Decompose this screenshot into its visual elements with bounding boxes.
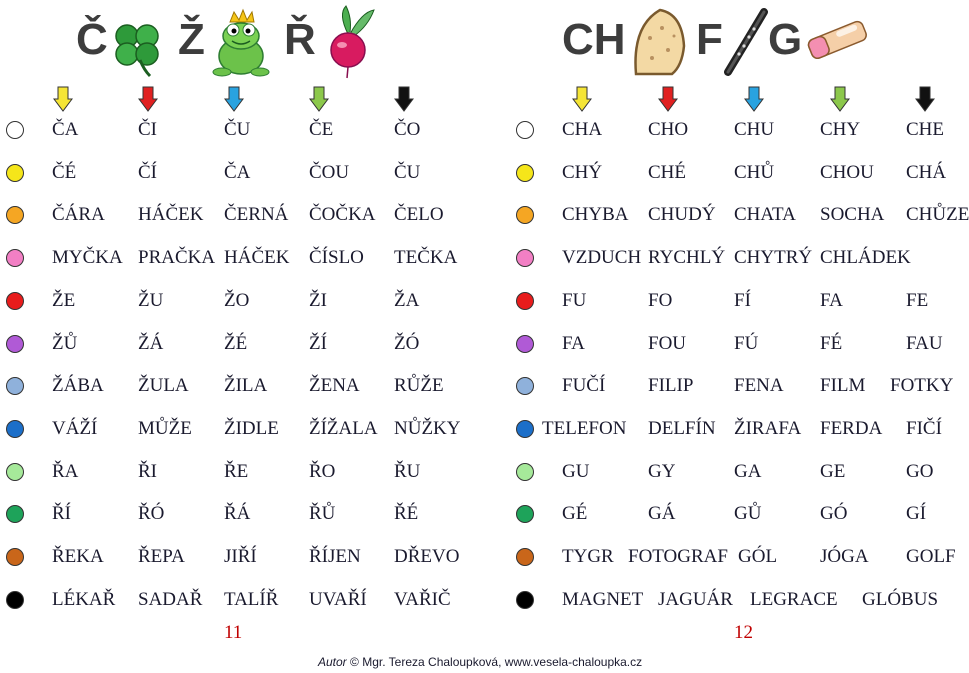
color-dot-icon [6,591,24,609]
syllable-word: ČÉ [52,161,77,183]
syllable-word: ŘEPA [138,546,185,567]
syllable-word: TYGR [562,546,614,567]
color-dot-icon [6,249,24,267]
syllable-word: ŽULA [138,375,189,397]
syllable-word: GŮ [734,503,762,525]
syllable-word: VAŘIČ [394,588,451,610]
arrow-green-icon [830,86,850,112]
syllable-word: FÉ [820,332,843,354]
syllable-word: ŽÁ [138,332,164,354]
header-letter-ch: CH [562,15,626,64]
syllable-word: FILIP [648,375,694,397]
syllable-word: MYČKA [52,247,123,269]
syllable-word: FU [562,289,587,311]
syllable-word: VZDUCH [562,247,642,269]
syllable-word: CHLÁDEK [820,247,911,269]
syllable-word: ŽU [138,289,164,311]
syllable-word: ŘO [309,460,336,482]
syllable-word: LÉKAŘ [52,588,116,610]
syllable-row [0,329,480,359]
syllable-word: ČÍSLO [309,247,364,269]
arrow-shape [139,87,157,111]
color-dot-icon [6,420,24,438]
syllable-word: ČE [309,119,334,140]
color-dot-icon [6,505,24,523]
syllable-word: JÓGA [820,546,869,567]
syllable-row [480,329,960,359]
syllable-word: ČELO [394,204,444,226]
syllable-row [0,585,480,615]
syllable-word: ČI [138,119,157,140]
syllable-word: DŘEVO [394,546,460,567]
syllable-word: CHÝ [562,161,603,183]
syllable-row [480,499,960,529]
syllable-word: CHÁ [906,161,947,183]
syllable-word: CHUDÝ [648,204,716,226]
arrow-red-icon [658,86,678,112]
syllable-word: ŽIRAFA [734,417,802,439]
color-dot-icon [6,335,24,353]
syllable-word: ČA [224,161,251,183]
syllable-word: ŽÓ [394,332,420,354]
syllable-row [0,542,480,572]
arrow-blue-icon [744,86,764,112]
arrow-shape [54,87,72,111]
arrow-shape [916,87,934,111]
page-number: 12 [734,622,753,643]
syllable-word: ŽO [224,289,250,311]
syllable-word: PRAČKA [138,247,216,269]
syllable-word: GÁ [648,503,676,525]
eraser-icon [804,14,870,64]
syllable-word: ČÁRA [52,204,105,226]
footer-label: Autor [318,655,347,669]
four-leaf-clover-icon [110,20,164,78]
header-letter-f: F [696,15,723,64]
syllable-word: CHYBA [562,204,629,226]
right-page [480,0,969,673]
header-letter-r-caron: Ř [284,15,316,64]
syllable-word: GU [562,460,590,482]
syllable-word: ŽI [309,289,327,311]
color-dot-icon [516,420,534,438]
left-page [0,0,480,673]
syllable-word: FO [648,289,673,311]
syllable-row [0,243,480,273]
syllable-word: GE [820,460,846,482]
arrow-shape [831,87,849,111]
syllable-word: FUČÍ [562,375,606,397]
arrow-shape [573,87,591,111]
color-dot-icon [516,292,534,310]
header-letter-z-caron: Ž [178,15,205,64]
color-dot-icon [6,121,24,139]
syllable-word: MŮŽE [138,417,192,439]
color-dot-icon [516,121,534,139]
syllable-word: ŘA [52,460,79,482]
color-dot-icon [6,206,24,224]
syllable-word: ŽENA [309,375,360,397]
syllable-word: FOTOGRAF [628,546,728,567]
bread-slice-icon [630,6,688,76]
syllable-word: ŽÉ [224,332,248,354]
syllable-word: GO [906,460,934,482]
syllable-word: CHY [820,119,861,140]
syllable-word: GÍ [906,503,927,525]
syllable-word: UVAŘÍ [309,588,367,610]
arrow-shape [659,87,677,111]
arrow-yellow-icon [53,86,73,112]
syllable-row [480,158,960,188]
color-dot-icon [516,548,534,566]
syllable-row [0,115,480,145]
syllable-word: JAGUÁR [658,588,733,610]
syllable-row [480,542,960,572]
syllable-row [480,414,960,444]
syllable-word: GA [734,460,762,482]
syllable-word: SADAŘ [138,588,203,610]
syllable-row [480,243,960,273]
arrow-shape [395,87,413,111]
syllable-word: ŽIDLE [224,417,279,439]
syllable-word: FE [906,289,929,311]
syllable-row [0,158,480,188]
syllable-word: ŘEKA [52,546,104,567]
syllable-word: ŘU [394,460,421,482]
syllable-word: ŽÍ [309,332,327,354]
arrow-shape [310,87,328,111]
syllable-row [0,371,480,401]
color-dot-icon [516,463,534,481]
author-footer [318,655,642,669]
color-dot-icon [6,164,24,182]
syllable-row [0,200,480,230]
color-dot-icon [516,164,534,182]
syllable-word: ŽE [52,289,76,311]
syllable-word: SOCHA [820,204,885,226]
syllable-word: TEČKA [394,247,458,269]
syllable-word: ŘÍ [52,503,71,525]
syllable-word: GY [648,460,676,482]
syllable-word: ČERNÁ [224,204,289,226]
arrow-black-icon [394,86,414,112]
syllable-word: HÁČEK [138,204,204,226]
syllable-row [480,286,960,316]
arrow-red-icon [138,86,158,112]
syllable-word: FIČÍ [906,417,942,439]
syllable-word: FÍ [734,289,751,311]
arrow-shape [225,87,243,111]
syllable-word: ŘE [224,460,249,482]
syllable-word: ČO [394,119,421,140]
syllable-word: GOLF [906,546,956,567]
page-number: 11 [224,622,243,643]
syllable-word: ČU [394,161,421,183]
syllable-word: FA [820,289,843,311]
color-dot-icon [6,292,24,310]
syllable-word: FA [562,332,585,354]
syllable-word: ŘÁ [224,503,251,525]
flute-icon [720,8,770,78]
syllable-word: ŽILA [224,375,268,397]
syllable-word: TELEFON [542,417,627,439]
arrow-yellow-icon [572,86,592,112]
syllable-word: GÉ [562,503,588,525]
right-header [560,4,890,82]
syllable-word: ŽÁBA [52,375,104,397]
syllable-word: ČU [224,119,251,140]
syllable-word: CHO [648,119,689,140]
syllable-word: ČOČKA [309,204,376,226]
color-dot-icon [516,249,534,267]
syllable-word: CHU [734,119,775,140]
syllable-word: ŘŮ [309,503,336,525]
syllable-word: DELFÍN [648,417,716,439]
syllable-word: CHOU [820,161,874,183]
crowned-frog-icon [210,8,272,80]
syllable-word: NŮŽKY [394,417,461,439]
syllable-word: FAU [906,332,943,354]
syllable-word: VÁŽÍ [52,417,98,439]
syllable-row [480,200,969,230]
syllable-word: FENA [734,375,784,397]
syllable-word: CHYTRÝ [734,247,813,269]
syllable-word: ŽŮ [52,332,78,354]
syllable-row [0,499,480,529]
syllable-word: GLÓBUS [862,588,939,610]
syllable-word: ŘÓ [138,503,165,525]
syllable-word: FILM [820,375,866,397]
arrow-shape [745,87,763,111]
syllable-row [0,414,480,444]
color-dot-icon [516,505,534,523]
arrow-blue-icon [224,86,244,112]
header-letter-c-caron: Č [76,15,108,64]
header-letter-g: G [768,15,803,64]
color-dot-icon [6,463,24,481]
syllable-word: TALÍŘ [224,588,279,610]
syllable-word: ŽÍŽALA [309,417,378,439]
syllable-word: CHŮZE [906,204,969,226]
syllable-word: FERDA [820,417,883,439]
copyright-symbol: © [350,655,359,669]
color-dot-icon [516,377,534,395]
radish-icon [318,4,380,80]
color-dot-icon [516,335,534,353]
syllable-word: GÓL [738,546,778,567]
syllable-word: JIŘÍ [224,546,257,567]
syllable-word: CHA [562,119,603,140]
syllable-word: CHÉ [648,161,686,183]
syllable-word: ČA [52,119,79,140]
left-header [70,4,390,82]
color-dot-icon [6,377,24,395]
syllable-word: GÓ [820,503,848,525]
syllable-row [0,457,480,487]
color-dot-icon [6,548,24,566]
syllable-word: ŘÍJEN [309,546,361,567]
syllable-word: RYCHLÝ [648,247,726,269]
syllable-word: CHATA [734,204,796,226]
syllable-word: ČÍ [138,161,157,183]
syllable-word: ČOU [309,161,350,183]
syllable-word: CHŮ [734,161,775,183]
syllable-word: CHE [906,119,944,140]
syllable-word: ŘÉ [394,503,419,525]
syllable-word: ŽA [394,289,420,311]
syllable-word: ŘI [138,460,157,482]
color-dot-icon [516,206,534,224]
syllable-row [480,115,960,145]
syllable-word: LEGRACE [750,588,838,610]
syllable-word: HÁČEK [224,247,290,269]
arrow-green-icon [309,86,329,112]
syllable-word: FOU [648,332,687,354]
syllable-word: RŮŽE [394,375,444,397]
footer-text: Mgr. Tereza Chaloupková, www.vesela-chaloupka.cz [362,655,643,669]
syllable-word: FÚ [734,332,759,354]
color-dot-icon [516,591,534,609]
syllable-row [480,457,960,487]
syllable-word: FOTKY [890,375,954,397]
syllable-row [480,371,960,401]
syllable-row [0,286,480,316]
syllable-row [480,585,960,615]
syllable-word: MAGNET [562,588,644,610]
arrow-black-icon [915,86,935,112]
